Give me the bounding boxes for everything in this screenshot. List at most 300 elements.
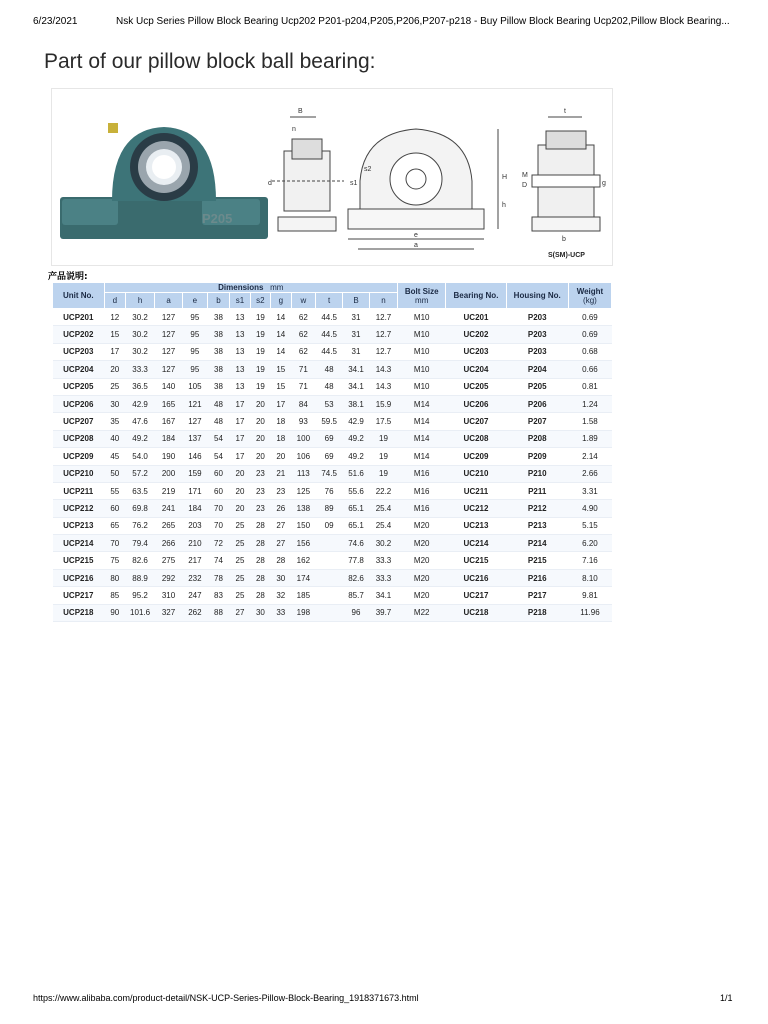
svg-text:s1: s1	[350, 180, 358, 187]
table-cell: 28	[250, 552, 270, 569]
table-row	[53, 604, 612, 621]
table-cell: 20	[230, 500, 250, 517]
table-cell: M16	[398, 482, 446, 499]
table-cell: 2.66	[568, 465, 611, 482]
table-cell: 2.14	[568, 448, 611, 465]
table-cell: P203	[506, 326, 568, 343]
table-cell: P204	[506, 361, 568, 378]
table-row	[53, 309, 612, 326]
table-cell: 167	[155, 413, 183, 430]
table-cell: 38	[207, 378, 230, 395]
table-cell: M20	[398, 552, 446, 569]
table-cell: 26	[271, 500, 291, 517]
table-cell: 21	[271, 465, 291, 482]
table-cell: 30	[271, 569, 291, 586]
table-cell: 71	[291, 361, 316, 378]
table-cell: 31	[343, 343, 370, 360]
table-cell: 51.6	[343, 465, 370, 482]
table-cell: 14	[271, 326, 291, 343]
table-cell: P209	[506, 448, 568, 465]
specification-table	[52, 282, 612, 622]
table-cell: 198	[291, 604, 316, 621]
table-cell: UC213	[446, 517, 506, 534]
table-cell: 39.7	[369, 604, 397, 621]
table-cell: P203	[506, 309, 568, 326]
col-header-bearing-no: Bearing No.	[446, 283, 506, 309]
table-cell: 79.4	[126, 535, 155, 552]
table-cell: 3.31	[568, 482, 611, 499]
table-cell: 38	[207, 309, 230, 326]
dim-col-header: t	[316, 293, 343, 309]
dim-col-header: s2	[250, 293, 270, 309]
table-cell: 85.7	[343, 587, 370, 604]
table-cell: P214	[506, 535, 568, 552]
table-cell: 327	[155, 604, 183, 621]
product-description-label: 产品说明:	[48, 272, 88, 282]
table-cell: 14.3	[369, 378, 397, 395]
table-body	[53, 309, 612, 622]
table-cell: 62	[291, 326, 316, 343]
table-cell: 105	[183, 378, 208, 395]
table-cell: P203	[506, 343, 568, 360]
table-cell: UC205	[446, 378, 506, 395]
table-cell: 59.5	[316, 413, 343, 430]
page-heading: Part of our pillow block ball bearing:	[44, 50, 376, 73]
unit-no-cell: UCP209	[53, 448, 105, 465]
table-row	[53, 517, 612, 534]
table-row	[53, 448, 612, 465]
unit-no-cell: UCP216	[53, 569, 105, 586]
weight-unit: (kg)	[583, 295, 597, 305]
unit-no-cell: UCP217	[53, 587, 105, 604]
table-row	[53, 500, 612, 517]
table-cell: 14	[271, 309, 291, 326]
table-cell: 95	[183, 309, 208, 326]
table-cell: 30	[104, 395, 125, 412]
table-cell: 5.15	[568, 517, 611, 534]
table-cell: 6.20	[568, 535, 611, 552]
table-cell: 50	[104, 465, 125, 482]
table-row	[53, 482, 612, 499]
table-cell: M20	[398, 587, 446, 604]
table-cell: 34.1	[343, 378, 370, 395]
table-cell: 17	[104, 343, 125, 360]
table-cell: 53	[316, 395, 343, 412]
table-cell: 40	[104, 430, 125, 447]
table-cell: 12	[104, 309, 125, 326]
table-cell: 30.2	[126, 309, 155, 326]
col-header-dimensions	[104, 283, 397, 293]
table-cell: UC207	[446, 413, 506, 430]
dim-col-header: e	[183, 293, 208, 309]
dim-col-header: B	[343, 293, 370, 309]
table-cell: 28	[250, 569, 270, 586]
table-cell: 62	[291, 309, 316, 326]
table-cell: 84	[291, 395, 316, 412]
table-cell: 25	[230, 517, 250, 534]
front-view-drawing	[348, 129, 507, 249]
table-cell: 232	[183, 569, 208, 586]
table-cell: 28	[271, 552, 291, 569]
table-cell: 63.5	[126, 482, 155, 499]
bolt-size-unit: mm	[415, 295, 429, 305]
table-cell	[316, 587, 343, 604]
table-cell: 200	[155, 465, 183, 482]
table-header-row	[53, 283, 612, 293]
svg-text:h: h	[502, 202, 506, 209]
unit-no-cell: UCP206	[53, 395, 105, 412]
dim-col-header: s1	[230, 293, 250, 309]
table-cell: UC210	[446, 465, 506, 482]
table-row	[53, 395, 612, 412]
table-cell: M10	[398, 361, 446, 378]
table-cell: 4.90	[568, 500, 611, 517]
table-cell: 70	[207, 500, 230, 517]
table-cell: 69	[316, 448, 343, 465]
table-cell: 38	[207, 361, 230, 378]
table-cell: 82.6	[126, 552, 155, 569]
table-cell: 09	[316, 517, 343, 534]
table-cell: 30.2	[369, 535, 397, 552]
table-cell: 23	[250, 465, 270, 482]
table-cell: 1.58	[568, 413, 611, 430]
table-cell: 25	[230, 535, 250, 552]
table-cell: 44.5	[316, 326, 343, 343]
col-header-unit-no: Unit No.	[53, 283, 105, 309]
table-cell: 19	[369, 448, 397, 465]
table-cell: 28	[250, 535, 270, 552]
unit-no-cell: UCP203	[53, 343, 105, 360]
table-cell: 65.1	[343, 517, 370, 534]
table-cell: 74.6	[343, 535, 370, 552]
table-cell: 20	[250, 413, 270, 430]
table-cell: P205	[506, 378, 568, 395]
table-cell: 55.6	[343, 482, 370, 499]
table-cell: 20	[104, 361, 125, 378]
table-cell: 19	[250, 309, 270, 326]
dim-col-header: a	[155, 293, 183, 309]
table-cell: M14	[398, 430, 446, 447]
table-cell: 217	[183, 552, 208, 569]
unit-no-cell: UCP207	[53, 413, 105, 430]
table-cell: M16	[398, 465, 446, 482]
unit-no-cell: UCP202	[53, 326, 105, 343]
table-cell: 19	[250, 378, 270, 395]
table-cell: 55	[104, 482, 125, 499]
table-cell: 15.9	[369, 395, 397, 412]
table-cell: M14	[398, 413, 446, 430]
table-cell: 34.1	[369, 587, 397, 604]
table-cell: 22.2	[369, 482, 397, 499]
table-cell: P211	[506, 482, 568, 499]
table-cell: 19	[369, 430, 397, 447]
table-cell: UC211	[446, 482, 506, 499]
table-cell: 184	[155, 430, 183, 447]
table-row	[53, 413, 612, 430]
table-row	[53, 465, 612, 482]
table-cell: 57.2	[126, 465, 155, 482]
print-footer-url: https://www.alibaba.com/product-detail/NSK-UCP-Series-Pillow-Block-Bearing_1918371673.html	[33, 993, 419, 1003]
table-cell: 48	[316, 378, 343, 395]
table-cell: UC215	[446, 552, 506, 569]
table-cell: 19	[250, 361, 270, 378]
dimensions-label: Dimensions	[218, 283, 264, 292]
table-cell: 17	[230, 448, 250, 465]
table-row	[53, 569, 612, 586]
table-cell: 47.6	[126, 413, 155, 430]
table-row	[53, 430, 612, 447]
table-cell: 174	[291, 569, 316, 586]
table-cell: 95	[183, 326, 208, 343]
table-cell: 85	[104, 587, 125, 604]
table-cell: 241	[155, 500, 183, 517]
table-cell	[316, 552, 343, 569]
table-cell: 14.3	[369, 361, 397, 378]
bearing-figure	[51, 88, 613, 266]
table-cell: 100	[291, 430, 316, 447]
table-cell: P208	[506, 430, 568, 447]
table-cell: 28	[250, 517, 270, 534]
table-row	[53, 587, 612, 604]
table-cell: 17.5	[369, 413, 397, 430]
table-cell: 20	[250, 395, 270, 412]
table-cell: 138	[291, 500, 316, 517]
table-cell: 247	[183, 587, 208, 604]
table-cell: 65.1	[343, 500, 370, 517]
table-cell: 14	[271, 343, 291, 360]
col-header-weight	[568, 283, 611, 309]
table-cell: 185	[291, 587, 316, 604]
table-cell: 95.2	[126, 587, 155, 604]
table-cell: 12.7	[369, 326, 397, 343]
table-cell: 127	[155, 343, 183, 360]
table-cell: 54	[207, 448, 230, 465]
table-cell: 13	[230, 378, 250, 395]
svg-text:d: d	[268, 180, 272, 187]
table-cell: M10	[398, 309, 446, 326]
table-cell: 0.69	[568, 326, 611, 343]
table-cell: 20	[230, 465, 250, 482]
table-cell: UC214	[446, 535, 506, 552]
table-cell: UC208	[446, 430, 506, 447]
table-cell: 101.6	[126, 604, 155, 621]
table-cell: 203	[183, 517, 208, 534]
table-cell: P212	[506, 500, 568, 517]
table-cell: 36.5	[126, 378, 155, 395]
table-cell: 19	[250, 326, 270, 343]
table-cell: 42.9	[343, 413, 370, 430]
unit-no-cell: UCP201	[53, 309, 105, 326]
svg-text:s2: s2	[364, 166, 372, 173]
table-cell: P216	[506, 569, 568, 586]
dimensions-unit: mm	[270, 283, 284, 292]
table-cell: 48	[316, 361, 343, 378]
table-cell: 12.7	[369, 309, 397, 326]
dim-col-header: n	[369, 293, 397, 309]
dim-col-header: g	[271, 293, 291, 309]
table-cell: 88	[207, 604, 230, 621]
col-header-bolt-size	[398, 283, 446, 309]
table-cell: 23	[250, 482, 270, 499]
table-cell: 80	[104, 569, 125, 586]
table-cell: 19	[250, 343, 270, 360]
table-row	[53, 343, 612, 360]
table-row	[53, 361, 612, 378]
table-cell: 95	[183, 343, 208, 360]
table-cell: 90	[104, 604, 125, 621]
table-cell: 45	[104, 448, 125, 465]
table-cell: 76	[316, 482, 343, 499]
table-cell: 15	[104, 326, 125, 343]
table-cell: 184	[183, 500, 208, 517]
table-cell: 38.1	[343, 395, 370, 412]
svg-text:H: H	[502, 174, 508, 181]
table-cell: 159	[183, 465, 208, 482]
weight-label: Weight	[576, 286, 604, 296]
table-cell: 44.5	[316, 309, 343, 326]
table-cell: 70	[207, 517, 230, 534]
table-cell: 49.2	[126, 430, 155, 447]
table-cell: 162	[291, 552, 316, 569]
table-cell: 89	[316, 500, 343, 517]
table-cell: M10	[398, 378, 446, 395]
table-cell: 1.24	[568, 395, 611, 412]
table-cell: M14	[398, 395, 446, 412]
table-cell: 17	[230, 395, 250, 412]
table-cell: 34.1	[343, 361, 370, 378]
table-cell: 210	[183, 535, 208, 552]
table-cell: 74	[207, 552, 230, 569]
unit-no-cell: UCP218	[53, 604, 105, 621]
svg-text:t: t	[564, 108, 566, 115]
housing-mark-text: P205	[202, 211, 233, 226]
table-cell	[316, 604, 343, 621]
table-cell: 156	[291, 535, 316, 552]
table-cell: 17	[230, 430, 250, 447]
table-cell: 54	[207, 430, 230, 447]
table-cell: 48	[207, 413, 230, 430]
table-cell: UC212	[446, 500, 506, 517]
table-cell: M10	[398, 326, 446, 343]
table-cell: 32	[271, 587, 291, 604]
table-cell: 150	[291, 517, 316, 534]
table-cell: P206	[506, 395, 568, 412]
table-cell: 275	[155, 552, 183, 569]
unit-no-cell: UCP212	[53, 500, 105, 517]
table-cell: 70	[104, 535, 125, 552]
table-cell: 30.2	[126, 326, 155, 343]
table-cell: 69.8	[126, 500, 155, 517]
table-cell: 18	[271, 413, 291, 430]
table-cell: 190	[155, 448, 183, 465]
table-cell: 17	[271, 395, 291, 412]
table-cell: 33.3	[369, 569, 397, 586]
table-cell: 65	[104, 517, 125, 534]
table-cell: M22	[398, 604, 446, 621]
table-cell: 31	[343, 326, 370, 343]
table-cell	[316, 535, 343, 552]
table-cell: 82.6	[343, 569, 370, 586]
table-cell: 28	[250, 587, 270, 604]
svg-text:a: a	[414, 242, 418, 249]
table-cell: 292	[155, 569, 183, 586]
svg-text:D: D	[522, 182, 528, 189]
table-cell: 7.16	[568, 552, 611, 569]
table-cell: 83	[207, 587, 230, 604]
table-cell: 33.3	[126, 361, 155, 378]
svg-text:M: M	[522, 172, 528, 179]
table-cell: 20	[250, 430, 270, 447]
table-cell: 93	[291, 413, 316, 430]
table-cell: 78	[207, 569, 230, 586]
table-cell: 25	[104, 378, 125, 395]
table-cell: 60	[207, 482, 230, 499]
table-cell: 48	[207, 395, 230, 412]
bolt-size-label: Bolt Size	[404, 286, 439, 296]
table-cell: 30	[250, 604, 270, 621]
svg-text:g: g	[602, 180, 606, 187]
table-cell: P207	[506, 413, 568, 430]
unit-no-cell: UCP205	[53, 378, 105, 395]
table-cell: UC217	[446, 587, 506, 604]
table-cell: UC206	[446, 395, 506, 412]
table-cell: 106	[291, 448, 316, 465]
table-cell: 19	[369, 465, 397, 482]
table-row	[53, 378, 612, 395]
table-cell: UC202	[446, 326, 506, 343]
table-cell: 88.9	[126, 569, 155, 586]
table-cell: 49.2	[343, 430, 370, 447]
table-cell: 12.7	[369, 343, 397, 360]
svg-text:e: e	[414, 232, 418, 239]
svg-text:b: b	[562, 236, 566, 243]
svg-text:n: n	[292, 126, 296, 133]
table-cell: 0.66	[568, 361, 611, 378]
table-cell: 266	[155, 535, 183, 552]
table-cell: 9.81	[568, 587, 611, 604]
table-cell: 146	[183, 448, 208, 465]
table-cell: 0.69	[568, 309, 611, 326]
table-cell: 13	[230, 309, 250, 326]
table-cell: 60	[207, 465, 230, 482]
print-page-title: Nsk Ucp Series Pillow Block Bearing Ucp202 P201-p204,P205,P206,P207-p218 - Buy Pillow Block Bearing Ucp202,Pillow Block Bearing...	[116, 16, 730, 27]
unit-no-cell: UCP215	[53, 552, 105, 569]
table-cell: 15	[271, 361, 291, 378]
table-cell: 69	[316, 430, 343, 447]
table-cell: 25.4	[369, 500, 397, 517]
table-cell: 20	[250, 448, 270, 465]
table-cell: 35	[104, 413, 125, 430]
table-cell: UC203	[446, 343, 506, 360]
table-cell: 95	[183, 361, 208, 378]
svg-text:B: B	[298, 108, 303, 115]
table-cell: 25	[230, 569, 250, 586]
table-cell: 54.0	[126, 448, 155, 465]
table-cell: 49.2	[343, 448, 370, 465]
table-cell: 219	[155, 482, 183, 499]
table-cell: 18	[271, 430, 291, 447]
table-cell: 38	[207, 343, 230, 360]
table-cell: 27	[230, 604, 250, 621]
table-cell: 121	[183, 395, 208, 412]
drawing-caption: S(SM)-UCP	[548, 252, 585, 259]
table-cell: 38	[207, 326, 230, 343]
dim-col-header: w	[291, 293, 316, 309]
unit-no-cell: UCP211	[53, 482, 105, 499]
table-cell: UC201	[446, 309, 506, 326]
table-cell: UC216	[446, 569, 506, 586]
table-cell: 74.5	[316, 465, 343, 482]
